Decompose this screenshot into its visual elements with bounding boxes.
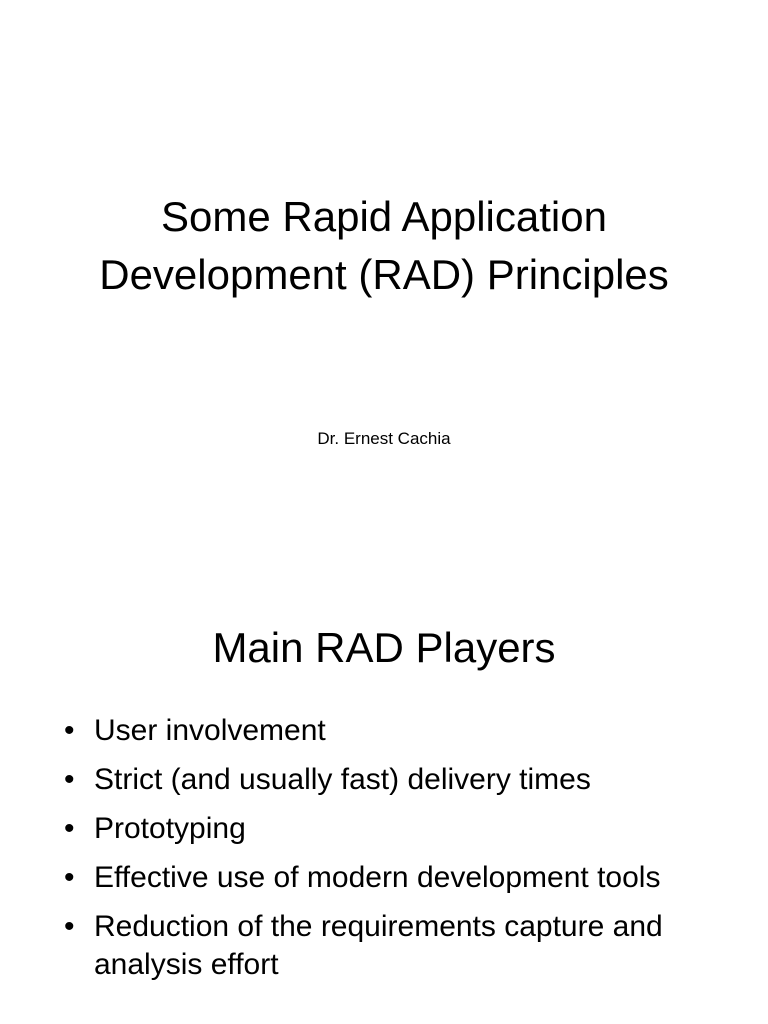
title-line-2: Development (RAD) Principles — [99, 251, 669, 298]
bullet-dot-icon: • — [64, 714, 75, 747]
bullet-dot-icon: • — [64, 812, 75, 845]
bullet-text: Effective use of modern development tools — [94, 861, 661, 894]
slide-heading: Main RAD Players — [212, 624, 556, 671]
slide-main-rad-players — [0, 576, 768, 1024]
presentation-title — [0, 188, 768, 304]
bullet-item-delivery-times — [0, 761, 768, 799]
bullet-item-user-involvement — [0, 712, 768, 750]
bullet-list — [0, 712, 768, 995]
bullet-text: User involvement — [94, 714, 326, 747]
bullet-item-prototyping — [0, 810, 768, 848]
bullet-item-requirements-capture — [0, 908, 768, 984]
bullet-dot-icon: • — [64, 763, 75, 796]
title-line-1: Some Rapid Application — [161, 193, 607, 240]
bullet-item-development-tools — [0, 859, 768, 897]
bullet-text: Reduction of the requirements capture and analysis effort — [94, 910, 663, 981]
bullet-dot-icon: • — [64, 861, 75, 894]
author-name: Dr. Ernest Cachia — [317, 429, 451, 448]
bullet-text: Prototyping — [94, 812, 246, 845]
bullet-text: Strict (and usually fast) delivery times — [94, 763, 591, 796]
bullet-dot-icon: • — [64, 910, 75, 943]
